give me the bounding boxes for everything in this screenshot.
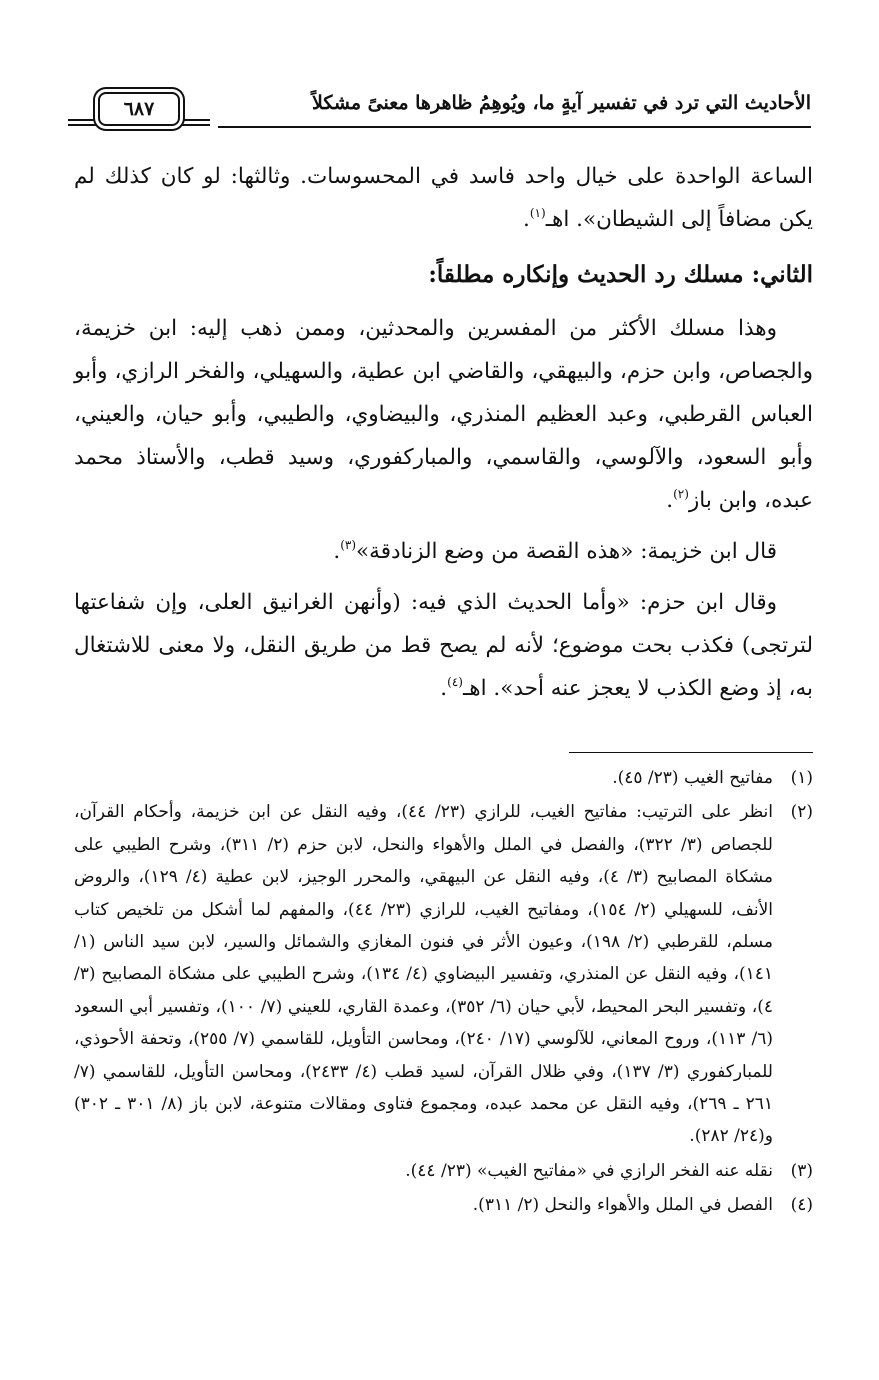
page-number-ornament (68, 86, 210, 130)
footnote-ref-2[interactable]: (٢) (673, 487, 689, 501)
paragraph-2 (74, 307, 813, 522)
footnote-ref-4[interactable]: (٤) (447, 675, 463, 689)
header-rule (218, 126, 811, 128)
footnote-text: مفاتيح الغيب (٢٣/ ٤٥). (612, 768, 773, 788)
footnote-2 (74, 796, 813, 1152)
footnote-separator (569, 752, 813, 753)
footnote-ref-3[interactable]: (٣) (340, 538, 357, 552)
running-title: الأحاديث التي ترد في تفسير آيةٍ ما، ويُوهِمُ ظاهرها معنىً مشكلاً (312, 92, 811, 114)
paragraph-2-end: . (666, 488, 674, 513)
paragraph-4-text: وقال ابن حزم: «وأما الحديث الذي فيه: (وأنهن الغرانيق العلى، وإن شفاعتها لترتجى) فكذب بحت موضوع؛ لأنه لم يصح قط من طريق النقل، ولا معنى للاشتغال به، إذ وضع الكذب لا يعجز عنه أحد». اهـ (74, 590, 813, 701)
footnote-number: (٢) (790, 802, 813, 823)
paragraph-4-end: . (440, 676, 448, 701)
footnote-ref-1[interactable]: (١) (529, 206, 546, 220)
footnote-4 (74, 1189, 813, 1221)
page-number: ٦٨٧ (98, 92, 180, 126)
paragraph-1-end: . (523, 207, 530, 232)
footnote-3 (74, 1155, 813, 1187)
paragraph-1 (74, 155, 813, 241)
paragraph-1-text: الساعة الواحدة على خيال واحد فاسد في المحسوسات. وثالثها: لو كان كذلك لم يكن مضافاً إلى الشيطان». اهـ (74, 164, 813, 232)
section-heading: الثاني: مسلك رد الحديث وإنكاره مطلقاً: (428, 261, 813, 288)
footnote-text: نقله عنه الفخر الرازي في «مفاتيح الغيب» (٢٣/ ٤٤). (405, 1160, 773, 1181)
main-text (74, 155, 813, 710)
footnote-1 (74, 762, 813, 794)
footnote-text: الفصل في الملل والأهواء والنحل (٢/ ٣١١). (472, 1195, 773, 1216)
paragraph-3 (74, 530, 813, 573)
paragraph-4 (74, 581, 813, 710)
paragraph-3-end: . (333, 539, 341, 564)
paragraph-3-text: قال ابن خزيمة: «هذه القصة من وضع الزنادقة» (356, 539, 777, 564)
footnotes (74, 762, 813, 1224)
page-header (68, 86, 811, 138)
footnote-number: (٣) (790, 1160, 813, 1181)
footnote-number: (١) (790, 768, 813, 788)
footnote-text: انظر على الترتيب: مفاتيح الغيب، للرازي (٢٣/ ٤٤)، وفيه النقل عن ابن خزيمة، وأحكام القرآن، للجصاص (٣/ ٣٢٢)، والفصل في الملل والأهواء والنحل، لابن حزم (٢/ ٣١١)، وشرح الطيبي على مشكاة المصابيح (٣/ ٤)، وفيه النقل عن البيهقي، والمحرر الوجيز، لابن عطية (٤/ ١٢٩)، والروض الأنف، للسهيلي (٢/ ١٥٤)، ومفاتيح الغيب، للرازي (٢٣/ ٤٤)، والمفهم لما أشكل من تلخيص كتاب مسلم، للقرطبي (٢/ ١٩٨)، وعيون الأثر في فنون المغازي والشمائل والسير، لابن سيد الناس (١/ ١٤١)، وفيه النقل عن المنذري، وتفسير البيضاوي (٤/ ١٣٤)، وشرح الطيبي على مشكاة المصابيح (٣/ ٤)، وتفسير البحر المحيط، لأبي حيان (٦/ ٣٥٢)، وعمدة القاري، للعيني (٧/ ١٠٠)، وتفسير أبي السعود (٦/ ١١٣)، وروح المعاني، للآلوسي (١٧/ ٢٤٠)، ومحاسن التأويل، للقاسمي (٧/ ٢٥٥)، وتحفة الأحوذي، للمباركفوري (٣/ ١٣٧)، وفي ظلال القرآن، لسيد قطب (٤/ ٢٤٣٣)، ومحاسن التأويل، للقاسمي (٧/ ٢٦١ ـ ٢٦٩)، وفيه النقل عن محمد عبده، ومجموع فتاوى ومقالات متنوعة، لابن باز (٨/ ٣٠١ ـ ٣٠٢) و(٢٤/ ٢٨٢). (74, 802, 774, 1147)
footnote-number: (٤) (790, 1195, 813, 1216)
paragraph-2-text: وهذا مسلك الأكثر من المفسرين والمحدثين، وممن ذهب إليه: ابن خزيمة، والجصاص، وابن حزم، والبيهقي، والقاضي ابن عطية، والسهيلي، والفخر الرازي، وأبو العباس القرطبي، وعبد العظيم المنذري، والبيضاوي، والطيبي، وأبو حيان، والعيني، وأبو السعود، والآلوسي، والقاسمي، والمباركفوري، وسيد قطب، والأستاذ محمد عبده، وابن باز (74, 316, 813, 513)
